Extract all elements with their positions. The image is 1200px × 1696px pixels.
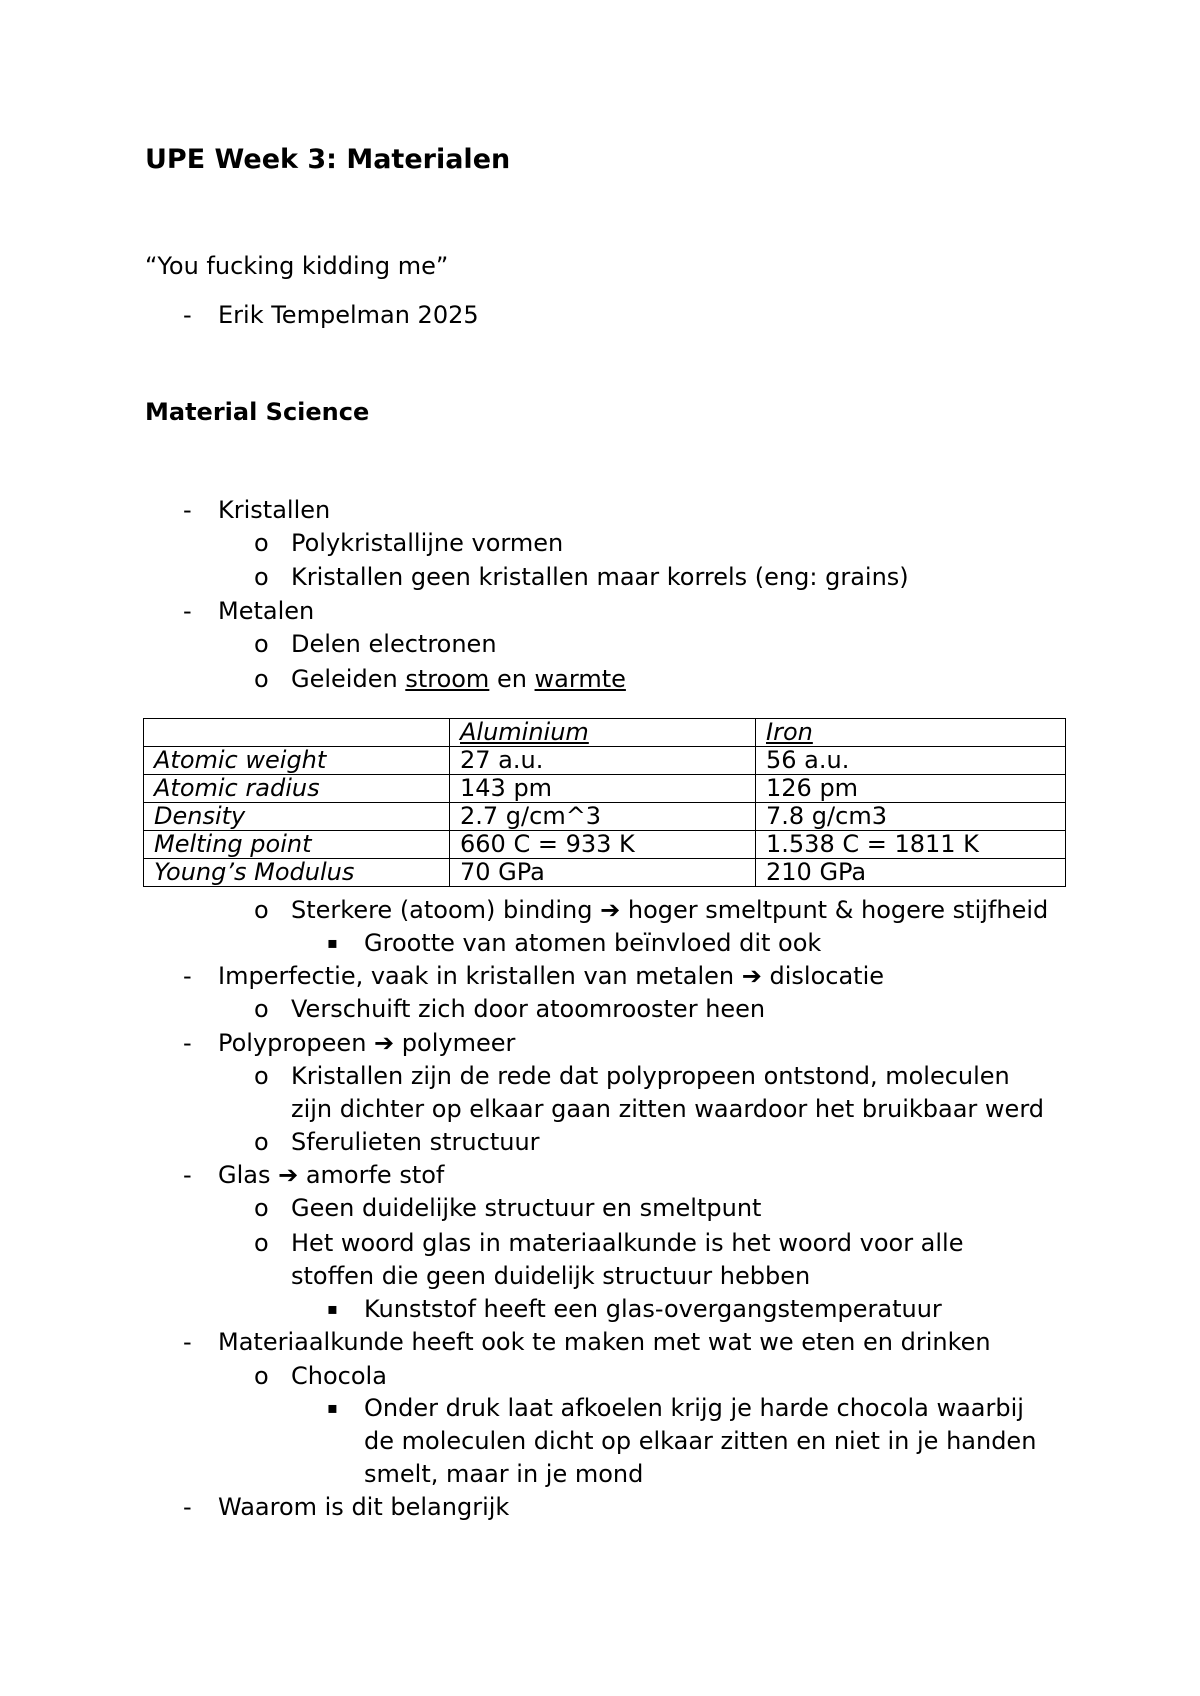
underlined-word: warmte — [534, 665, 626, 693]
circle-bullet: o — [254, 630, 269, 658]
list-item-continuation: de moleculen dicht op elkaar zitten en niet in je handen — [364, 1427, 1037, 1455]
circle-bullet: o — [254, 529, 269, 557]
list-item: Kristallen zijn de rede dat polypropeen ontstond, moleculen — [291, 1062, 1010, 1090]
underlined-word: stroom — [405, 665, 490, 693]
circle-bullet: o — [254, 1362, 269, 1390]
list-item — [218, 1031, 515, 1055]
properties-table — [143, 718, 1066, 887]
list-item: Onder druk laat afkoelen krijg je harde chocola waarbij — [364, 1394, 1024, 1422]
circle-bullet: o — [254, 563, 269, 591]
text-segment: Geleiden — [291, 665, 406, 693]
list-item: Metalen — [218, 597, 315, 625]
list-item — [291, 898, 1048, 922]
table-cell: 143 pm — [450, 775, 756, 803]
square-bullet: ▪ — [327, 1299, 338, 1318]
text-segment: amorfe stof — [298, 1161, 445, 1189]
list-item — [291, 667, 626, 691]
square-bullet: ▪ — [327, 933, 338, 952]
text-segment: Sterkere (atoom) binding — [291, 896, 601, 924]
circle-bullet: o — [254, 995, 269, 1023]
dash-bullet: - — [183, 1161, 192, 1189]
table-cell: 2.7 g/cm^3 — [450, 803, 756, 831]
circle-bullet: o — [254, 1062, 269, 1090]
table-cell: 1.538 C = 1811 K — [756, 831, 1066, 859]
text-segment: polymeer — [394, 1029, 516, 1057]
list-item: Waarom is dit belangrijk — [218, 1493, 510, 1521]
section-title: Material Science — [145, 398, 370, 426]
list-item: Het woord glas in materiaalkunde is het woord voor alle — [291, 1229, 964, 1257]
list-item-continuation: stoffen die geen duidelijk structuur hebben — [291, 1262, 811, 1290]
circle-bullet: o — [254, 1128, 269, 1156]
quote-author: Erik Tempelman 2025 — [218, 301, 479, 329]
dash-bullet: - — [183, 962, 192, 990]
arrow-icon: ➔ — [374, 1029, 395, 1057]
circle-bullet: o — [254, 896, 269, 924]
dash-bullet: - — [183, 301, 192, 329]
table-row — [144, 831, 1066, 859]
table-row-label: Density — [144, 803, 450, 831]
table-cell: 7.8 g/cm3 — [756, 803, 1066, 831]
arrow-icon: ➔ — [741, 962, 762, 990]
table-cell: 210 GPa — [756, 859, 1066, 887]
dash-bullet: - — [183, 597, 192, 625]
list-item: Kristallen — [218, 496, 331, 524]
table-header-row — [144, 719, 1066, 747]
table-cell: 56 a.u. — [756, 747, 1066, 775]
list-item: Verschuift zich door atoomrooster heen — [291, 995, 766, 1023]
table-row — [144, 803, 1066, 831]
list-item: Kristallen geen kristallen maar korrels (eng: grains) — [291, 563, 909, 591]
table-cell: 70 GPa — [450, 859, 756, 887]
table-cell: 660 C = 933 K — [450, 831, 756, 859]
list-item: Polykristallijne vormen — [291, 529, 564, 557]
list-item — [218, 964, 884, 988]
quote-text: “You fucking kidding me” — [145, 252, 449, 280]
table-row — [144, 747, 1066, 775]
list-item: Sferulieten structuur — [291, 1128, 540, 1156]
list-item: Geen duidelijke structuur en smeltpunt — [291, 1194, 762, 1222]
document-title: UPE Week 3: Materialen — [145, 144, 511, 175]
circle-bullet: o — [254, 1194, 269, 1222]
table-row-label: Atomic radius — [144, 775, 450, 803]
text-segment: Polypropeen — [218, 1029, 375, 1057]
table-cell: 27 a.u. — [450, 747, 756, 775]
text-segment: Glas — [218, 1161, 279, 1189]
list-item: Materiaalkunde heeft ook te maken met wat we eten en drinken — [218, 1328, 991, 1356]
table-cell: 126 pm — [756, 775, 1066, 803]
dash-bullet: - — [183, 496, 192, 524]
table-row-label: Melting point — [144, 831, 450, 859]
list-item-continuation: zijn dichter op elkaar gaan zitten waardoor het bruikbaar werd — [291, 1095, 1044, 1123]
dash-bullet: - — [183, 1328, 192, 1356]
table-header-cell — [144, 719, 450, 747]
text-segment: Imperfectie, vaak in kristallen van metalen — [218, 962, 742, 990]
list-item: Kunststof heeft een glas-overgangstemperatuur — [364, 1295, 942, 1323]
dash-bullet: - — [183, 1493, 192, 1521]
circle-bullet: o — [254, 665, 269, 693]
table-row-label: Atomic weight — [144, 747, 450, 775]
dash-bullet: - — [183, 1029, 192, 1057]
text-segment: hoger smeltpunt & hogere stijfheid — [620, 896, 1049, 924]
table-header-cell: Aluminium — [450, 719, 756, 747]
table-header-cell: Iron — [756, 719, 1066, 747]
circle-bullet: o — [254, 1229, 269, 1257]
table-row — [144, 775, 1066, 803]
text-segment: en — [489, 665, 535, 693]
square-bullet: ▪ — [327, 1398, 338, 1417]
text-segment: dislocatie — [761, 962, 885, 990]
table-row-label: Young’s Modulus — [144, 859, 450, 887]
arrow-icon: ➔ — [278, 1161, 299, 1189]
table-row — [144, 859, 1066, 887]
list-item — [218, 1163, 444, 1187]
list-item: Chocola — [291, 1362, 387, 1390]
list-item: Grootte van atomen beïnvloed dit ook — [364, 929, 822, 957]
arrow-icon: ➔ — [600, 896, 621, 924]
list-item-continuation: smelt, maar in je mond — [364, 1460, 644, 1488]
list-item: Delen electronen — [291, 630, 497, 658]
